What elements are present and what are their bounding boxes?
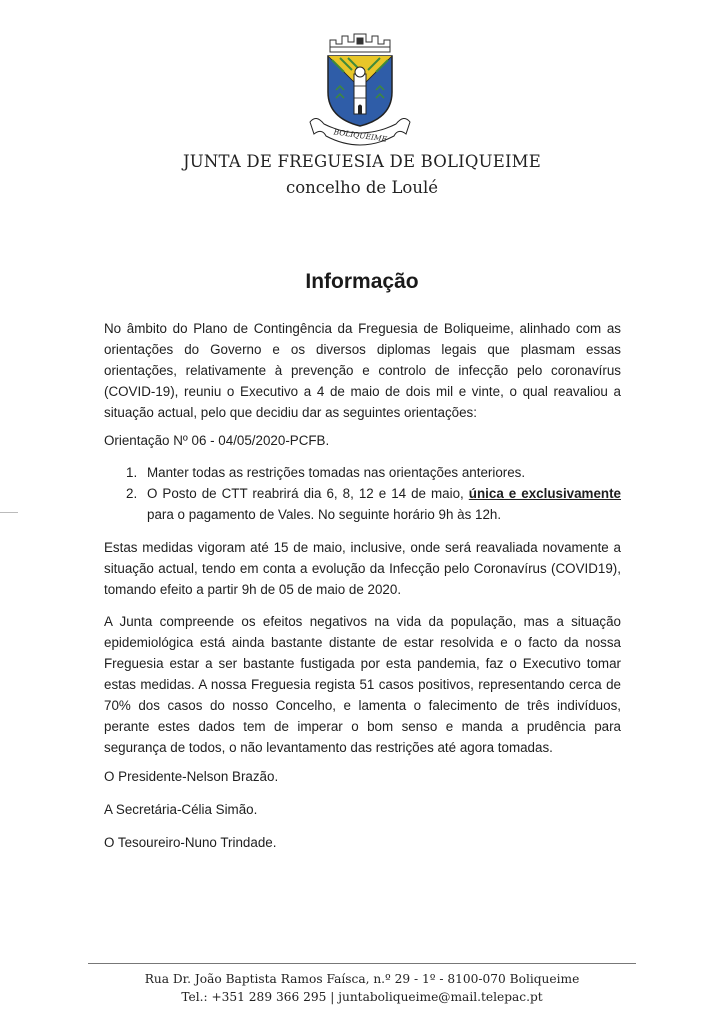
list-item-number: 1. bbox=[126, 465, 138, 480]
list-item bbox=[104, 483, 621, 525]
list-item-text-end: para o pagamento de Vales. No seguinte horário 9h às 12h. bbox=[147, 507, 502, 522]
emphasis-text: única e exclusivamente bbox=[468, 486, 621, 501]
orientation-reference: Orientação Nº 06 - 04/05/2020-PCFB. bbox=[104, 433, 330, 448]
footer-contact: Tel.: +351 289 366 295 | juntaboliqueime@mail.telepac.pt bbox=[181, 990, 543, 1004]
margin-mark bbox=[0, 512, 18, 513]
list-item-number: 2. bbox=[126, 486, 138, 501]
measures-paragraph: Estas medidas vigoram até 15 de maio, inclusive, onde será reavaliada novamente a situação actual, tendo em conta a evolução da Infecção pelo Coronavírus (COVID19), tomando efeito a partir 9h de 05 de maio de 2020. bbox=[104, 540, 621, 597]
coat-of-arms-crest bbox=[302, 30, 418, 150]
banner-text: BOLIQUEIME bbox=[333, 127, 388, 144]
signature-secretary: A Secretária-Célia Simão. bbox=[104, 802, 258, 817]
footer-address: Rua Dr. João Baptista Ramos Faísca, n.º 29 - 1º - 8100-070 Boliqueime bbox=[144, 972, 580, 986]
context-paragraph: A Junta compreende os efeitos negativos na vida da população, mas a situação epidemiológica está ainda bastante distante de estar resolvida e o facto da nossa Freguesia estar a ser bastante fustigada por esta pandemia, faz o Executivo tomar estas medidas. A nossa Freguesia regista 51 casos positivos, representando cerca de 70% dos casos do nosso Concelho, e lamenta o falecimento de três indivíduos, perante estes dados tem de imperar o bom senso e manda a prudência para segurança de todos, o não levantamento das restrições até agora tomadas. bbox=[104, 614, 621, 755]
organization-subtitle: concelho de Loulé bbox=[285, 178, 439, 197]
list-item-text bbox=[147, 486, 621, 522]
list-item bbox=[104, 462, 621, 483]
list-item-text: Manter todas as restrições tomadas nas orientações anteriores. bbox=[147, 465, 526, 480]
list-item-text-start: O Posto de CTT reabrirá dia 6, 8, 12 e 14 de maio, bbox=[147, 486, 469, 501]
document-title: Informação bbox=[305, 270, 419, 293]
mural-crown-icon bbox=[330, 34, 390, 52]
signature-president: O Presidente-Nelson Brazão. bbox=[104, 769, 279, 784]
signature-treasurer: O Tesoureiro-Nuno Trindade. bbox=[104, 835, 277, 850]
footer-divider bbox=[88, 963, 636, 964]
organization-name: JUNTA DE FREGUESIA DE BOLIQUEIME bbox=[182, 152, 542, 171]
orientation-list bbox=[104, 462, 621, 525]
shield-icon bbox=[328, 56, 392, 126]
intro-paragraph: No âmbito do Plano de Contingência da Freguesia de Boliqueime, alinhado com as orientações do Governo e os diversos diplomas legais que plasmam essas orientações, relativamente à prevenção e controlo de infecção pelo coronavírus (COVID-19), reuniu o Executivo a 4 de maio de dois mil e vinte, o qual reavaliou a situação actual, pelo que decidiu dar as seguintes orientações: bbox=[104, 321, 621, 420]
